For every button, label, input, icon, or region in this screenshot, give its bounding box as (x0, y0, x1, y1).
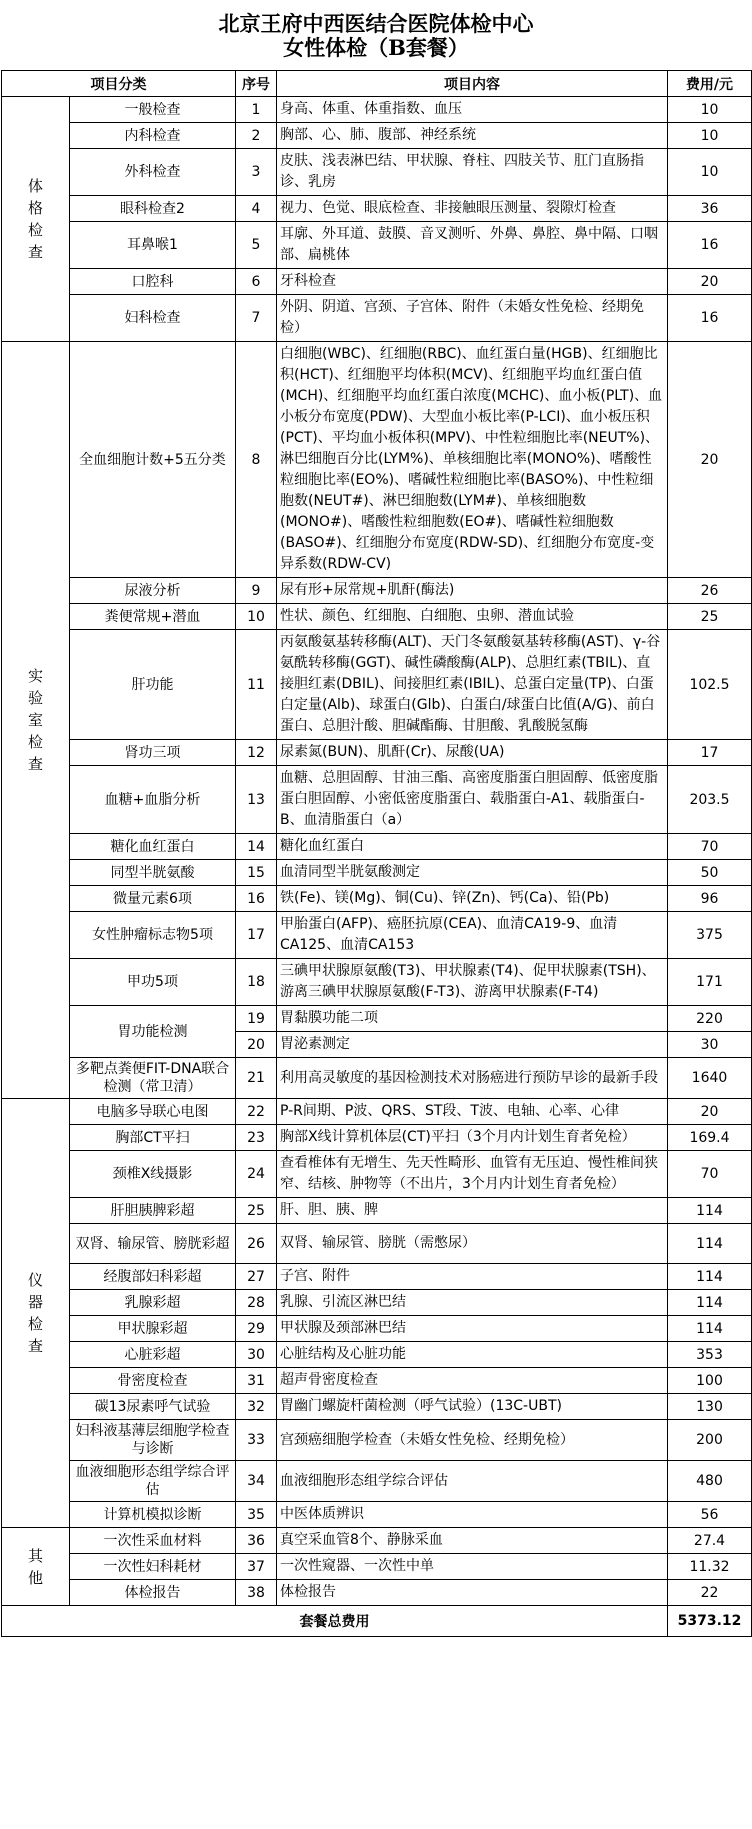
item-index: 5 (236, 222, 277, 269)
item-content: 胸部X线计算机体层(CT)平扫（3个月内计划生育者免检） (277, 1125, 668, 1151)
table-row (2, 149, 752, 196)
item-index: 15 (236, 860, 277, 886)
total-label: 套餐总费用 (2, 1606, 668, 1637)
item-content: 乳腺、引流区淋巴结 (277, 1290, 668, 1316)
item-content: 铁(Fe)、镁(Mg)、铜(Cu)、锌(Zn)、钙(Ca)、铅(Pb) (277, 886, 668, 912)
item-index: 31 (236, 1368, 277, 1394)
item-fee: 16 (668, 222, 752, 269)
item-index: 34 (236, 1461, 277, 1502)
item-name: 碳13尿素呼气试验 (70, 1394, 236, 1420)
table-row (2, 604, 752, 630)
item-content: 视力、色觉、眼底检查、非接触眼压测量、裂隙灯检查 (277, 196, 668, 222)
item-fee: 20 (668, 342, 752, 578)
item-content: 心脏结构及心脏功能 (277, 1342, 668, 1368)
item-name: 心脏彩超 (70, 1342, 236, 1368)
table-row (2, 1006, 752, 1032)
item-index: 4 (236, 196, 277, 222)
item-name: 血液细胞形态组学综合评估 (70, 1461, 236, 1502)
item-index: 3 (236, 149, 277, 196)
item-content: 耳廓、外耳道、鼓膜、音叉测听、外鼻、鼻腔、鼻中隔、口咽部、扁桃体 (277, 222, 668, 269)
item-fee: 102.5 (668, 630, 752, 740)
item-content: 外阴、阴道、宫颈、子宫体、附件（未婚女性免检、经期免检） (277, 295, 668, 342)
table-row (2, 269, 752, 295)
item-index: 16 (236, 886, 277, 912)
item-name: 妇科检查 (70, 295, 236, 342)
item-fee: 10 (668, 123, 752, 149)
item-index: 24 (236, 1151, 277, 1198)
header-content: 项目内容 (277, 71, 668, 97)
table-row (2, 959, 752, 1006)
exam-package-table (1, 70, 752, 1637)
item-content: 利用高灵敏度的基因检测技术对肠癌进行预防早诊的最新手段 (277, 1058, 668, 1099)
table-row (2, 1528, 752, 1554)
item-name: 甲状腺彩超 (70, 1316, 236, 1342)
item-name: 经腹部妇科彩超 (70, 1264, 236, 1290)
item-content: 查看椎体有无增生、先天性畸形、血管有无压迫、慢性椎间狭窄、结核、肿物等（不出片，3个月内计划生育者免检） (277, 1151, 668, 1198)
item-fee: 70 (668, 834, 752, 860)
item-fee: 171 (668, 959, 752, 1006)
item-name: 血糖+血脂分析 (70, 766, 236, 834)
item-name: 一般检查 (70, 97, 236, 123)
table-row (2, 766, 752, 834)
item-index: 8 (236, 342, 277, 578)
item-fee: 200 (668, 1420, 752, 1461)
item-content: 血糖、总胆固醇、甘油三酯、高密度脂蛋白胆固醇、低密度脂蛋白胆固醇、小密低密度脂蛋白、载脂蛋白-A1、载脂蛋白-B、血清脂蛋白（a） (277, 766, 668, 834)
item-fee: 114 (668, 1264, 752, 1290)
item-fee: 100 (668, 1368, 752, 1394)
table-row (2, 1554, 752, 1580)
table-row (2, 1420, 752, 1461)
table-row (2, 1264, 752, 1290)
item-fee: 480 (668, 1461, 752, 1502)
item-name: 耳鼻喉1 (70, 222, 236, 269)
item-fee: 130 (668, 1394, 752, 1420)
item-content: 身高、体重、体重指数、血压 (277, 97, 668, 123)
item-index: 23 (236, 1125, 277, 1151)
item-name: 肝胆胰脾彩超 (70, 1198, 236, 1224)
item-content: 一次性窥器、一次性中单 (277, 1554, 668, 1580)
table-row (2, 834, 752, 860)
item-content: 牙科检查 (277, 269, 668, 295)
item-content: P-R间期、P波、QRS、ST段、T波、电轴、心率、心律 (277, 1099, 668, 1125)
category-cell: 其 他 (2, 1528, 70, 1606)
item-fee: 375 (668, 912, 752, 959)
table-row (2, 1198, 752, 1224)
item-content: 宫颈癌细胞学检查（未婚女性免检、经期免检） (277, 1420, 668, 1461)
item-fee: 11.32 (668, 1554, 752, 1580)
category-cell: 实 验 室 检 查 (2, 342, 70, 1099)
item-index: 36 (236, 1528, 277, 1554)
item-content: 甲状腺及颈部淋巴结 (277, 1316, 668, 1342)
table-row (2, 295, 752, 342)
item-index: 2 (236, 123, 277, 149)
item-fee: 353 (668, 1342, 752, 1368)
table-row (2, 1316, 752, 1342)
item-index: 37 (236, 1554, 277, 1580)
header-category: 项目分类 (2, 71, 236, 97)
table-row (2, 342, 752, 578)
item-index: 6 (236, 269, 277, 295)
table-row (2, 222, 752, 269)
item-fee: 27.4 (668, 1528, 752, 1554)
table-row (2, 860, 752, 886)
item-content: 体检报告 (277, 1580, 668, 1606)
table-row (2, 1058, 752, 1099)
category-cell: 仪 器 检 查 (2, 1099, 70, 1528)
item-index: 19 (236, 1006, 277, 1032)
total-fee: 5373.12 (668, 1606, 752, 1637)
item-name: 粪便常规+潜血 (70, 604, 236, 630)
table-row (2, 630, 752, 740)
table-header-row (2, 71, 752, 97)
item-index: 11 (236, 630, 277, 740)
item-content: 胃泌素测定 (277, 1032, 668, 1058)
table-row (2, 1502, 752, 1528)
item-content: 丙氨酸氨基转移酶(ALT)、天门冬氨酸氨基转移酶(AST)、γ-谷氨酰转移酶(GGT)、碱性磷酸酶(ALP)、总胆红素(TBIL)、直接胆红素(DBIL)、间接胆红素(IBIL)、总蛋白定量(TP)、白蛋白定量(Alb)、球蛋白(Glb)、白蛋白/球蛋白比值(A/G)、前白蛋白、总胆汁酸、胆碱酯酶、甘胆酸、乳酸脱氢酶 (277, 630, 668, 740)
item-fee: 20 (668, 269, 752, 295)
item-name: 尿液分析 (70, 578, 236, 604)
item-fee: 10 (668, 149, 752, 196)
item-content: 胸部、心、肺、腹部、神经系统 (277, 123, 668, 149)
item-fee: 50 (668, 860, 752, 886)
item-name: 糖化血红蛋白 (70, 834, 236, 860)
table-row (2, 1224, 752, 1264)
item-content: 胃黏膜功能二项 (277, 1006, 668, 1032)
item-name: 一次性妇科耗材 (70, 1554, 236, 1580)
item-index: 20 (236, 1032, 277, 1058)
item-name: 一次性采血材料 (70, 1528, 236, 1554)
item-index: 30 (236, 1342, 277, 1368)
item-fee: 1640 (668, 1058, 752, 1099)
item-name: 肾功三项 (70, 740, 236, 766)
table-row (2, 1394, 752, 1420)
item-name: 电脑多导联心电图 (70, 1099, 236, 1125)
item-fee: 36 (668, 196, 752, 222)
item-name: 妇科液基薄层细胞学检查与诊断 (70, 1420, 236, 1461)
item-fee: 16 (668, 295, 752, 342)
table-row (2, 1342, 752, 1368)
item-name: 眼科检查2 (70, 196, 236, 222)
item-fee: 203.5 (668, 766, 752, 834)
item-name: 乳腺彩超 (70, 1290, 236, 1316)
item-fee: 114 (668, 1290, 752, 1316)
item-fee: 30 (668, 1032, 752, 1058)
table-row (2, 196, 752, 222)
item-name: 体检报告 (70, 1580, 236, 1606)
category-cell: 体 格 检 查 (2, 97, 70, 342)
item-fee: 10 (668, 97, 752, 123)
header-fee: 费用/元 (668, 71, 752, 97)
table-row (2, 1290, 752, 1316)
item-content: 白细胞(WBC)、红细胞(RBC)、血红蛋白量(HGB)、红细胞比积(HCT)、红细胞平均体积(MCV)、红细胞平均血红蛋白值(MCH)、红细胞平均血红蛋白浓度(MCHC)、血小板(PLT)、血小板分布宽度(PDW)、大型血小板比率(P-LCI)、血小板压积(PCT)、平均血小板体积(MPV)、中性粒细胞比率(NEUT%)、淋巴细胞百分比(LYM%)、单核细胞比率(MONO%)、嗜酸性粒细胞比率(EO%)、嗜碱性粒细胞比率(BASO%)、中性粒细胞数(NEUT#)、淋巴细胞数(LYM#)、单核细胞数(MONO#)、嗜酸性粒细胞数(EO#)、嗜碱性粒细胞数(BASO#)、红细胞分布宽度(RDW-SD)、红细胞分布宽度-变异系数(RDW-CV) (277, 342, 668, 578)
document-subtitle: 女性体检（B套餐） (283, 35, 469, 60)
item-fee: 169.4 (668, 1125, 752, 1151)
item-name: 胃功能检测 (70, 1006, 236, 1058)
table-row (2, 1125, 752, 1151)
item-name: 女性肿瘤标志物5项 (70, 912, 236, 959)
item-name: 外科检查 (70, 149, 236, 196)
table-row (2, 123, 752, 149)
item-content: 尿有形+尿常规+肌酐(酶法) (277, 578, 668, 604)
item-content: 胃幽门螺旋杆菌检测（呼气试验）(13C-UBT) (277, 1394, 668, 1420)
item-content: 血液细胞形态组学综合评估 (277, 1461, 668, 1502)
item-content: 甲胎蛋白(AFP)、癌胚抗原(CEA)、血清CA19-9、血清CA125、血清CA153 (277, 912, 668, 959)
item-name: 甲功5项 (70, 959, 236, 1006)
item-content: 双肾、输尿管、膀胱（需憋尿） (277, 1224, 668, 1264)
item-index: 12 (236, 740, 277, 766)
item-name: 内科检查 (70, 123, 236, 149)
item-fee: 26 (668, 578, 752, 604)
item-index: 32 (236, 1394, 277, 1420)
header-index: 序号 (236, 71, 277, 97)
item-index: 28 (236, 1290, 277, 1316)
item-name: 多靶点粪便FIT-DNA联合检测（常卫清） (70, 1058, 236, 1099)
item-name: 胸部CT平扫 (70, 1125, 236, 1151)
item-index: 38 (236, 1580, 277, 1606)
item-fee: 22 (668, 1580, 752, 1606)
item-index: 35 (236, 1502, 277, 1528)
item-content: 中医体质辨识 (277, 1502, 668, 1528)
item-content: 皮肤、浅表淋巴结、甲状腺、脊柱、四肢关节、肛门直肠指诊、乳房 (277, 149, 668, 196)
item-name: 口腔科 (70, 269, 236, 295)
item-content: 性状、颜色、红细胞、白细胞、虫卵、潜血试验 (277, 604, 668, 630)
item-index: 33 (236, 1420, 277, 1461)
document-title: 北京王府中西医结合医院体检中心 (218, 11, 534, 36)
item-fee: 17 (668, 740, 752, 766)
item-index: 25 (236, 1198, 277, 1224)
item-fee: 56 (668, 1502, 752, 1528)
item-fee: 114 (668, 1198, 752, 1224)
table-row (2, 578, 752, 604)
item-fee: 114 (668, 1224, 752, 1264)
item-name: 同型半胱氨酸 (70, 860, 236, 886)
item-index: 7 (236, 295, 277, 342)
item-index: 27 (236, 1264, 277, 1290)
item-content: 子宫、附件 (277, 1264, 668, 1290)
item-name: 双肾、输尿管、膀胱彩超 (70, 1224, 236, 1264)
table-row (2, 912, 752, 959)
item-index: 9 (236, 578, 277, 604)
table-row (2, 1461, 752, 1502)
item-name: 全血细胞计数+5五分类 (70, 342, 236, 578)
table-row (2, 1368, 752, 1394)
item-content: 超声骨密度检查 (277, 1368, 668, 1394)
item-content: 尿素氮(BUN)、肌酐(Cr)、尿酸(UA) (277, 740, 668, 766)
table-row (2, 1099, 752, 1125)
table-row (2, 1151, 752, 1198)
item-fee: 220 (668, 1006, 752, 1032)
item-index: 29 (236, 1316, 277, 1342)
table-row (2, 740, 752, 766)
item-index: 17 (236, 912, 277, 959)
item-name: 骨密度检查 (70, 1368, 236, 1394)
item-index: 10 (236, 604, 277, 630)
table-row (2, 97, 752, 123)
item-index: 26 (236, 1224, 277, 1264)
item-name: 微量元素6项 (70, 886, 236, 912)
table-row (2, 886, 752, 912)
item-name: 计算机模拟诊断 (70, 1502, 236, 1528)
table-row (2, 1580, 752, 1606)
item-content: 肝、胆、胰、脾 (277, 1198, 668, 1224)
item-index: 21 (236, 1058, 277, 1099)
item-index: 1 (236, 97, 277, 123)
item-index: 13 (236, 766, 277, 834)
item-fee: 20 (668, 1099, 752, 1125)
item-index: 14 (236, 834, 277, 860)
total-row (2, 1606, 752, 1637)
item-index: 22 (236, 1099, 277, 1125)
item-content: 糖化血红蛋白 (277, 834, 668, 860)
item-index: 18 (236, 959, 277, 1006)
item-fee: 114 (668, 1316, 752, 1342)
item-name: 肝功能 (70, 630, 236, 740)
item-content: 真空采血管8个、静脉采血 (277, 1528, 668, 1554)
item-fee: 96 (668, 886, 752, 912)
item-content: 三碘甲状腺原氨酸(T3)、甲状腺素(T4)、促甲状腺素(TSH)、游离三碘甲状腺原氨酸(F-T3)、游离甲状腺素(F-T4) (277, 959, 668, 1006)
item-name: 颈椎X线摄影 (70, 1151, 236, 1198)
item-content: 血清同型半胱氨酸测定 (277, 860, 668, 886)
item-fee: 70 (668, 1151, 752, 1198)
item-fee: 25 (668, 604, 752, 630)
